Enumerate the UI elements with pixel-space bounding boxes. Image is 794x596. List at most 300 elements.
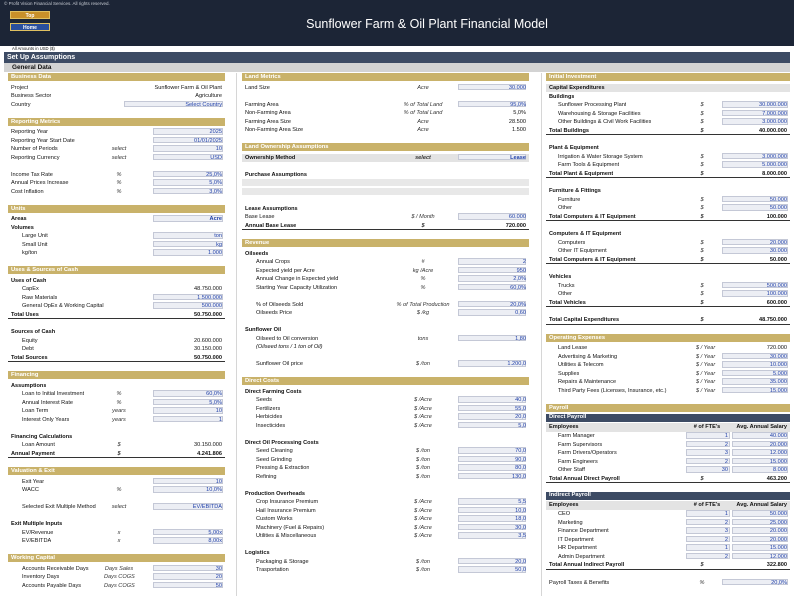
input-other-it-equipment[interactable]: 30.000 [769,248,787,254]
label-ceo: CEO [558,511,571,517]
row-finance-department [546,527,790,536]
avg-salary[interactable]: 12.000 [769,553,787,560]
input-expected-yield-per-acre[interactable]: 950 [516,267,526,274]
label-furniture: Furniture [558,196,581,203]
row-vehicles [546,273,790,282]
blank-input-row [242,179,529,186]
label-reporting-year-start-date: Reporting Year Start Date [11,137,75,144]
row-ev-revenue [8,529,225,538]
row-utilities-miscellaneous [242,532,529,541]
label-herbicides: Herbicides [256,414,283,420]
row-crop-insurance-premium [242,498,529,507]
value-total-sources: 50.750.000 [194,354,222,361]
label-annual-interest-rate: Annual Interest Rate [22,399,73,406]
label-farm-supervisors: Farm Supervisors [558,441,603,448]
row-packaging-storage [242,558,529,567]
input-other[interactable]: 100.000 [766,291,787,297]
input-packaging-storage[interactable]: 20,0 [515,558,526,565]
row-wacc [8,486,225,495]
row-total-capital-expenditures [546,316,790,325]
label-cost-inflation: Cost Inflation [11,188,44,195]
row-it-department [546,536,790,545]
input-raw-materials[interactable]: 1.500.000 [197,294,222,301]
label-expected-yield-per-acre: Expected yield per Acre [256,267,315,274]
input-utilities-miscellaneous[interactable]: 3,5 [518,533,526,539]
label-volumes: Volumes [11,224,34,231]
row-farm-engineers [546,458,790,467]
unit-label: $ /Acre [414,405,432,412]
input-furniture[interactable]: 50.000 [769,196,787,203]
input-of-oilseeds-sold[interactable]: 20,0% [510,301,526,308]
unit-label: $ / Month [411,214,435,220]
unit-label: $ [700,291,704,297]
section-header-units: Units [8,205,225,213]
input-other[interactable]: 50.000 [769,205,787,211]
row-refining [242,473,529,482]
unit-label: $ [700,102,704,108]
input-loan-term[interactable]: 10 [215,408,222,414]
unit-label: $ [700,248,704,254]
input-exit-year[interactable]: 10 [215,478,222,485]
section-header-direct-costs: Direct Costs [242,377,529,385]
label-accounts-receivable-days: Accounts Receivable Days [22,565,89,572]
input-starting-year-capacity-utilization[interactable]: 60,0% [510,284,526,291]
label-reporting-currency: Reporting Currency [11,154,60,161]
avg-salary[interactable]: 15.000 [769,458,787,465]
unit-label: $ [700,110,704,117]
unit-label: Days COGS [104,574,135,580]
label-project: Project [11,84,29,91]
label-small-unit: Small Unit [22,241,48,248]
avg-salary[interactable]: 20.000 [769,441,787,448]
fte-count[interactable]: 1 [724,511,728,517]
value-non-farming-area: 5,0% [513,110,526,116]
input-inventory-days[interactable]: 20 [215,574,222,580]
row-areas [8,215,225,224]
row-oilseed-tons-1-ton-of-oil [242,343,529,352]
fte-count[interactable]: 2 [724,553,728,560]
input-accounts-receivable-days[interactable]: 30 [215,565,222,572]
value-total-computers-it-equipment: 100.000 [766,213,787,220]
general-data-header: General Data [4,63,790,72]
input-farm-tools-equipment[interactable]: 5.000.000 [762,162,787,168]
input-accounts-payable-days[interactable]: 50 [215,582,222,589]
label-production-overheads: Production Overheads [245,490,305,497]
label-raw-materials: Raw Materials [22,294,58,301]
row-total-buildings [546,127,790,136]
input-custom-works[interactable]: 18,0 [515,516,526,522]
row-annual-base-lease [242,222,529,231]
unit-label: $ [700,170,704,177]
input-trasportation[interactable]: 50,0 [515,567,526,573]
label-marketing: Marketing [558,519,583,526]
avg-salary[interactable]: 12.000 [769,450,787,456]
fte-count[interactable]: 1 [724,433,728,439]
unit-label: select [111,146,127,152]
unit-label: % [116,180,122,186]
avg-salary[interactable]: 15.000 [769,545,787,551]
row-oilseeds-price [242,309,529,318]
row-total-plant-equipment [546,170,790,179]
label-financing-calculations: Financing Calculations [11,433,73,440]
unit-label: $ / Year [696,387,716,394]
label-packaging-storage: Packaging & Storage [256,558,309,565]
value-total-buildings: 40.000.000 [759,127,787,134]
label-country: Country [11,101,31,108]
fte-count[interactable]: 2 [724,441,728,448]
label-uses-of-cash: Uses of Cash [11,277,47,284]
input-cost-inflation[interactable]: 3,0% [209,188,222,195]
label-hail-insurance-premium: Hail Insurance Premium [256,507,316,514]
row-farming-area-size [242,118,529,127]
column-divider [236,73,237,596]
value-total-capital-expenditures: 48.750.000 [759,317,787,323]
value-business-sector: Agriculture [195,93,222,99]
input-crop-insurance-premium[interactable]: 5,5 [518,499,526,505]
label-finance-department: Finance Department [558,528,609,534]
label-irrigation-water-storage-system: Irrigation & Water Storage System [558,153,643,160]
row-computers-it-equipment [546,230,790,239]
input-kg-ton[interactable]: 1.000 [208,250,222,256]
section-header-revenue: Revenue [242,239,529,247]
label-oilseed-tons-1-ton-of-oil: (Oilseed tons / 1 ton of Oil) [256,344,323,350]
label-annual-crops: Annual Crops [256,259,290,265]
input-utilities-telecom[interactable]: 10.000 [769,362,787,368]
section-header-land-ownership-assumptions: Land Ownership Assumptions [242,143,529,151]
unit-label: $ [421,222,425,229]
input-computers[interactable]: 20.000 [769,239,787,246]
label-non-farming-area-size: Non-Farming Area Size [245,127,304,133]
row-total-annual-indirect-payroll [546,561,790,570]
label-sunflower-processing-plant: Sunflower Processing Plant [558,102,627,108]
label-farm-engineers: Farm Engineers [558,458,598,465]
row-annual-change-in-expected-yield [242,275,529,284]
unit-label: $ / Year [696,362,716,368]
row-farm-supervisors [546,441,790,450]
unit-label: $ [700,475,704,482]
unit-label: $ [700,239,704,246]
input-annual-change-in-expected-yield[interactable]: 2,0% [513,276,526,282]
section-header-land-metrics: Land Metrics [242,73,529,81]
input-advertising-marketing[interactable]: 30.000 [769,353,787,360]
section-header-reporting-metrics: Reporting Metrics [8,118,225,126]
unit-label: % of Total Land [403,110,443,116]
input-sunflower-oil-price[interactable]: 1.200,0 [507,361,526,367]
avg-salary[interactable]: 20.000 [769,528,787,534]
input-annual-prices-increase[interactable]: 5,0% [209,180,222,186]
label-farming-area: Farming Area [245,101,279,108]
row-interest-only-years [8,416,225,425]
input-machinery-fuel-repairs[interactable]: 30,0 [515,524,526,531]
input-ev-revenue[interactable]: 5,00x [208,529,222,536]
input-repairs-maintenance[interactable]: 35.000 [769,379,787,385]
input-payroll-taxes-benefits[interactable]: 20,0% [771,579,787,586]
row-non-farming-area-size [242,126,529,135]
input-wacc[interactable]: 10,0% [206,487,222,493]
row-reporting-currency [8,154,225,163]
row-debt [8,345,225,354]
unit-label: $ /ton [416,456,430,463]
unit-label: $ /ton [416,465,430,471]
input-reporting-year-start-date[interactable]: 01/01/2025 [194,137,222,144]
row-lease-assumptions [242,205,529,214]
row-seeds [242,396,529,405]
input-country[interactable]: Select Country [185,101,222,108]
section-header-financing: Financing [8,371,225,379]
input-hail-insurance-premium[interactable]: 10,0 [515,507,526,514]
input-irrigation-water-storage-system[interactable]: 3.000.000 [762,153,787,160]
input-sunflower-processing-plant[interactable]: 30.000.000 [759,102,787,108]
label-large-unit: Large Unit [22,233,48,239]
label-seed-cleaning: Seed Cleaning [256,448,293,454]
input-selected-exit-multiple-method[interactable]: EV/EBITDA [192,504,222,510]
input-fertilizers[interactable]: 55,0 [515,405,526,412]
label-computers-it-equipment: Computers & IT Equipment [549,231,622,237]
row-third-party-fees-licenses-insurance-etc [546,387,790,396]
row-starting-year-capacity-utilization [242,284,529,293]
label-areas: Areas [11,216,27,222]
input-oilseed-to-oil-conversion[interactable]: 1,80 [515,335,526,342]
value-capex: 48.750.000 [194,286,222,292]
row-direct-farming-costs [242,388,529,397]
input-loan-to-initial-investment[interactable]: 60,0% [206,391,222,397]
unit-label: $ [700,119,704,125]
input-number-of-periods[interactable]: 10 [215,146,222,152]
row-annual-payment [8,450,225,459]
input-warehousing-storage-facilities[interactable]: 7.000.000 [762,110,787,117]
unit-label: years [112,416,126,423]
input-interest-only-years[interactable]: 1 [218,416,222,423]
unit-label: $ [700,317,704,323]
unit-label: $ /Acre [414,397,432,403]
label-custom-works: Custom Works [256,516,293,522]
input-ownership-method[interactable]: Lease [510,154,526,161]
unit-label: $ [700,127,704,134]
input-general-opex-working-capital[interactable]: 500.000 [201,303,222,309]
row-expected-yield-per-acre [242,267,529,276]
value-annual-base-lease: 720.000 [505,222,526,229]
label-oilseed-to-oil-conversion: Oilseed to Oil conversion [256,335,319,342]
section-header-valuation-exit: Valuation & Exit [8,467,225,475]
unit-label: $ /Acre [414,414,432,420]
row-furniture-fittings [546,187,790,196]
row-capex [8,285,225,294]
row-other-it-equipment [546,247,790,256]
fte-count[interactable]: 2 [724,458,728,465]
label-annual-change-in-expected-yield: Annual Change in Expected yield [256,276,339,282]
label-of-oilseeds-sold: % of Oilseeds Sold [256,301,304,308]
unit-label: $ [700,205,704,211]
value-annual-payment: 4.241.806 [197,450,222,457]
unit-label: $ / Year [696,379,716,385]
input-ev-ebitda[interactable]: 8,00x [208,538,222,544]
label-total-annual-direct-payroll: Total Annual Direct Payroll [549,475,620,482]
label-farm-manager: Farm Manager [558,433,595,439]
label-interest-only-years: Interest Only Years [22,416,70,423]
input-income-tax-rate[interactable]: 25,0% [206,171,222,178]
row-utilities-telecom [546,361,790,370]
label-exit-multiple-inputs: Exit Multiple Inputs [11,521,63,527]
row-purchase-assumptions [242,171,529,180]
copyright-text: © Profit Vision Financial Services. All rights reserved. [4,1,110,6]
row-trucks [546,282,790,291]
row-base-lease [242,213,529,222]
row-inventory-days [8,573,225,582]
label-pressing-extraction: Pressing & Extraction [256,465,310,471]
row-land-lease [546,344,790,353]
unit-label: $ [117,442,121,448]
input-oilseeds-price[interactable]: 0,60 [515,310,526,316]
input-seeds[interactable]: 40,0 [515,397,526,403]
unit-label: x [117,538,121,544]
label-utilities-telecom: Utilities & Telecom [558,362,604,368]
section-header-indirect-payroll: Indirect Payroll [546,492,790,500]
label-seeds: Seeds [256,397,272,403]
value-total-annual-direct-payroll: 463.200 [766,475,787,482]
row-supplies [546,370,790,379]
row-sunflower-oil-price [242,360,529,369]
input-farming-area[interactable]: 95,0% [510,101,526,108]
label-land-size: Land Size [245,84,270,91]
avg-salary[interactable]: 40.000 [769,433,787,439]
avg-salary[interactable]: 50.000 [769,511,787,517]
label-annual-base-lease: Annual Base Lease [245,222,297,229]
label-selected-exit-multiple-method: Selected Exit Multiple Method [22,504,96,510]
row-plant-equipment [546,144,790,153]
label-seed-grinding: Seed Grinding [256,456,292,463]
row-farm-drivers-operators [546,449,790,458]
fte-count[interactable]: 3 [724,450,728,456]
home-button[interactable]: Home [10,23,50,31]
row-assumptions [8,382,225,391]
label-vehicles: Vehicles [549,274,572,280]
fte-count[interactable]: 2 [724,536,728,543]
row-insecticides [242,422,529,431]
row-seed-cleaning [242,447,529,456]
unit-label: $ [700,282,704,289]
label-payroll-taxes-benefits: Payroll Taxes & Benefits [549,579,610,586]
label-total-vehicles: Total Vehicles [549,299,586,306]
input-areas[interactable]: Acre [209,216,222,222]
row-total-uses [8,311,225,320]
row-of-oilseeds-sold [242,301,529,310]
row-ceo [546,510,790,519]
unit-label: Days COGS [104,582,135,589]
label-farm-drivers-operators: Farm Drivers/Operators [558,450,617,456]
label-ev-revenue: EV/Revenue [22,529,54,536]
section-header-working-capital: Working Capital [8,554,225,562]
unit-label: % [116,188,122,195]
row-warehousing-storage-facilities [546,110,790,119]
unit-label: % [420,284,426,291]
input-reporting-year[interactable]: 2025 [209,129,222,135]
input-seed-cleaning[interactable]: 70,0 [515,448,526,454]
input-small-unit[interactable]: kg [216,241,222,248]
unit-label: $ /ton [416,473,430,480]
row-other [546,204,790,213]
fte-column-header: # of FTE's [693,502,721,508]
label-ev-ebitda: EV/EBITDA [22,538,52,544]
unit-label: $ /Acre [414,533,432,539]
row-machinery-fuel-repairs [242,524,529,533]
row-loan-amount [8,441,225,450]
row-general-opex-working-capital [8,302,225,311]
unit-label: Acre [417,127,429,133]
label-computers: Computers [558,239,586,246]
label-plant-equipment: Plant & Equipment [549,145,599,151]
row-other-staff [546,466,790,475]
fte-count[interactable]: 2 [724,519,728,526]
row-financing-calculations [8,433,225,442]
row-non-farming-area [242,109,529,118]
input-supplies[interactable]: 5.000 [773,370,787,377]
input-other-buildings-civil-work-facilities[interactable]: 3.000.000 [762,119,787,125]
input-pressing-extraction[interactable]: 80,0 [515,465,526,471]
label-total-buildings: Total Buildings [549,127,589,134]
row-capital-expenditures [546,84,790,93]
unit-label: $ /ton [416,448,430,454]
label-third-party-fees-licenses-insurance-etc: Third Party Fees (Licenses, Insurance, etc.) [558,387,667,394]
top-button[interactable]: Top [10,11,50,19]
input-refining[interactable]: 130,0 [512,473,526,480]
input-herbicides[interactable]: 20,0 [515,414,526,420]
fte-count[interactable]: 1 [724,545,728,551]
section-header-payroll: Payroll [546,404,790,412]
fte-count[interactable]: 3 [724,528,728,534]
input-third-party-fees-licenses-insurance-etc[interactable]: 15.000 [769,387,787,394]
value-total-vehicles: 600.000 [766,299,787,306]
input-large-unit[interactable]: ton [214,233,222,239]
input-annual-crops[interactable]: 2 [522,259,526,265]
label-trucks: Trucks [558,282,575,289]
value-total-annual-indirect-payroll: 322.800 [766,562,787,568]
fte-count[interactable]: 30 [721,467,728,473]
section-header-uses-sources-of-cash: Uses & Sources of Cash [8,266,225,274]
avg-salary[interactable]: 20.000 [769,536,787,543]
value-total-uses: 50.750.000 [194,311,222,318]
unit-label: $ /Acre [414,499,432,505]
input-land-size[interactable]: 30.000 [508,84,526,91]
row-production-overheads [242,490,529,499]
unit-label: $ /Acre [414,516,432,522]
avg-salary[interactable]: 8.000 [773,467,787,473]
input-insecticides[interactable]: 5,0 [518,422,526,429]
value-equity: 20.600.000 [194,337,222,344]
label-advertising-marketing: Advertising & Marketing [558,353,618,360]
input-base-lease[interactable]: 60.000 [508,214,526,220]
row-sunflower-processing-plant [546,101,790,110]
input-annual-interest-rate[interactable]: 5,0% [209,399,222,406]
row-repairs-maintenance [546,378,790,387]
avg-salary[interactable]: 25.000 [769,519,787,526]
label-sunflower-oil: Sunflower Oil [245,327,282,333]
label-other-buildings-civil-work-facilities: Other Buildings & Civil Work Facilities [558,119,652,125]
input-trucks[interactable]: 500.000 [766,282,787,289]
label-number-of-periods: Number of Periods [11,146,58,152]
row-land-size [242,84,529,93]
value-farming-area-size: 28.500 [508,118,526,125]
unit-label: $ /Acre [414,524,432,531]
label-repairs-maintenance: Repairs & Maintenance [558,379,617,385]
row-farm-tools-equipment [546,161,790,170]
label-loan-amount: Loan Amount [22,442,55,448]
label-direct-oil-processing-costs: Direct Oil Processing Costs [245,439,319,446]
label-crop-insurance-premium: Crop Insurance Premium [256,499,319,505]
row-accounts-payable-days [8,582,225,591]
label-kg-ton: kg/ton [22,250,38,256]
input-seed-grinding[interactable]: 90,0 [515,456,526,463]
input-reporting-currency[interactable]: USD [210,154,222,161]
